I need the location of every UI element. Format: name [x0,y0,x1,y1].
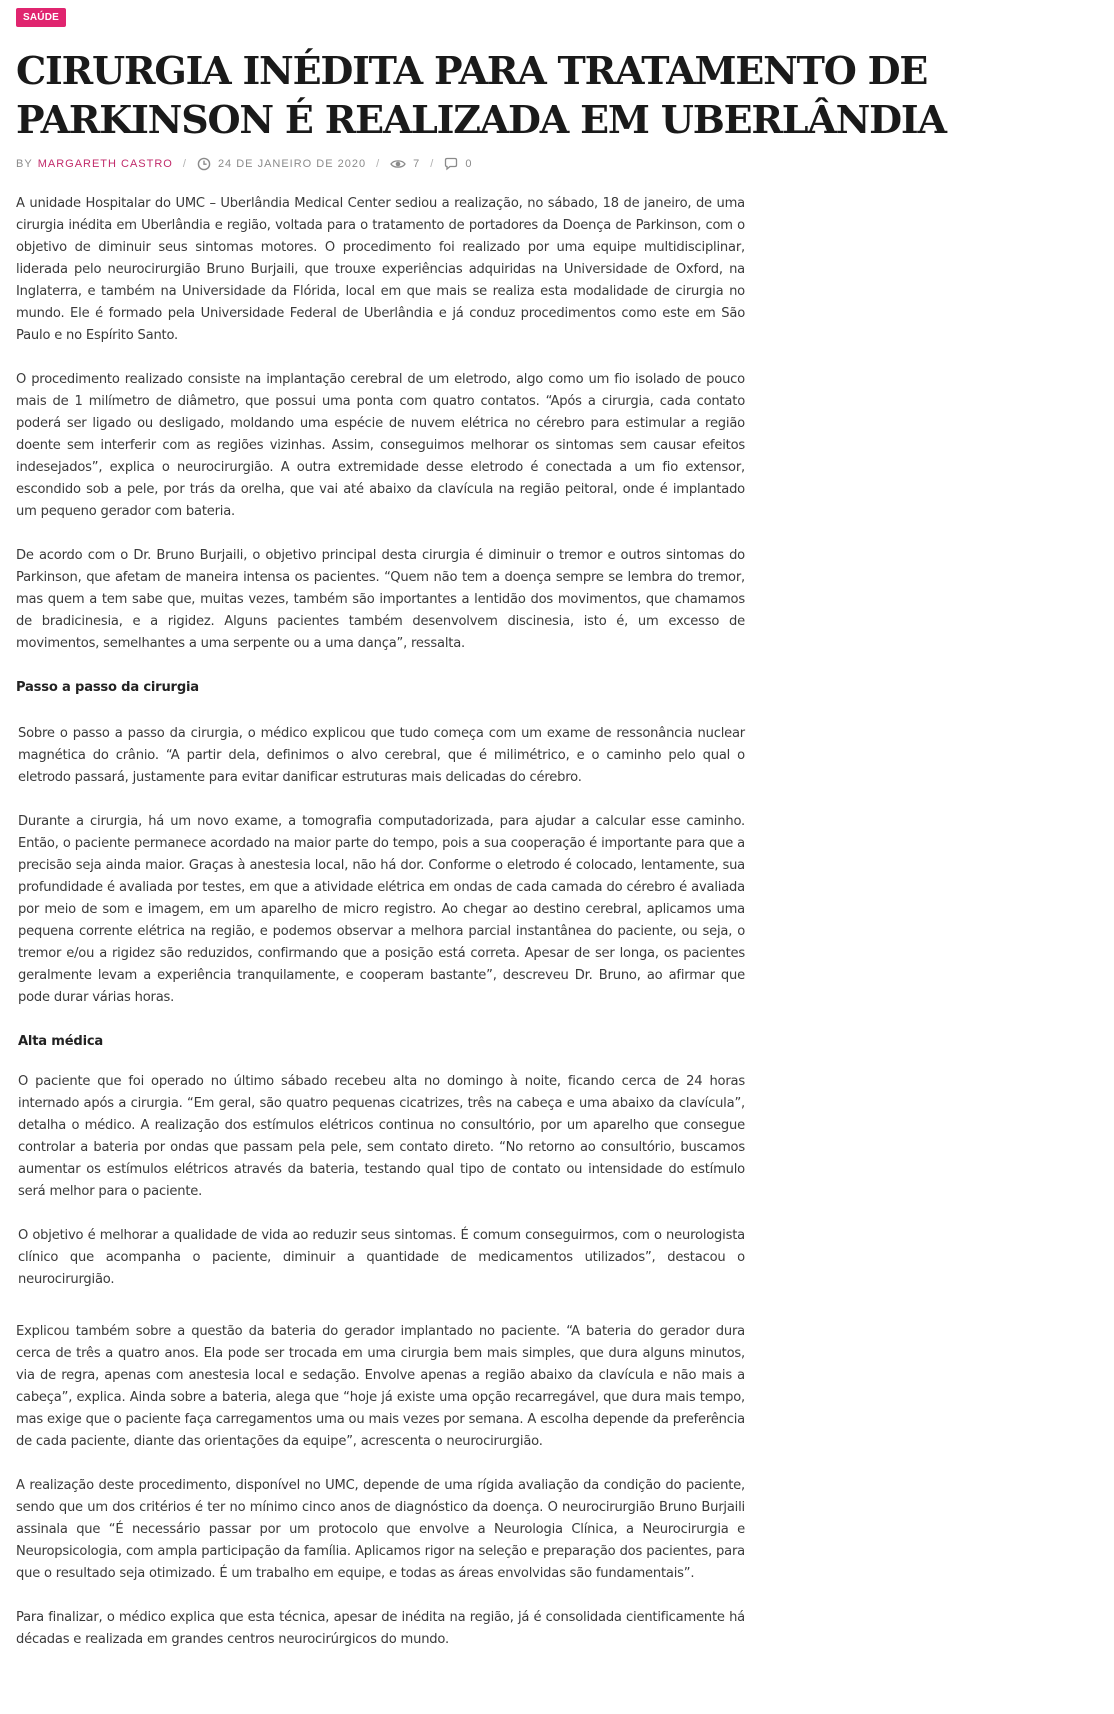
meta-separator: / [376,158,381,170]
article-title: CIRURGIA INÉDITA PARA TRATAMENTO DE PARKINSON É REALIZADA EM UBERLÂNDIA [16,48,946,142]
article-meta [16,157,472,171]
meta-separator: / [182,158,187,170]
paragraph: O procedimento realizado consiste na implantação cerebral de um eletrodo, algo como um fio isolado de pouco mais de 1 milímetro de diâmetro, que possui uma ponta com quatro contatos. “Após a cirurgia, cada contato poderá ser ligado ou desligado, moldando uma espécie de nuvem elétrica no cérebro para estimular a região doente sem interferir com as regiões vizinhas. Assim, conseguimos melhorar os sintomas sem causar efeitos indesejados”, explica o neurocirurgião. A outra extremidade desse eletrodo é conectada a um fio extensor, escondido sob a pele, por trás da orelha, que vai até abaixo da clavícula na região peitoral, onde é implantado um pequeno gerador com bateria. [16,372,745,519]
by-label: BY [16,158,33,170]
paragraph: Sobre o passo a passo da cirurgia, o médico explicou que tudo começa com um exame de ressonância nuclear magnética do crânio. “A partir dela, definimos o alvo cerebral, que é milimétrico, e o caminho pelo qual o eletrodo passará, justamente para evitar danificar estruturas mais delicadas do cérebro. [18,726,745,785]
paragraph: Para finalizar, o médico explica que esta técnica, apesar de inédita na região, já é consolidada cientificamente há décadas e realizada em grandes centros neurocirúrgicos do mundo. [16,1610,745,1647]
section-steps [16,723,745,1291]
clock-icon [197,157,211,171]
category-badge[interactable]: SAÚDE [16,8,66,27]
paragraph: Durante a cirurgia, há um novo exame, a tomografia computadorizada, para ajudar a calcular esse caminho. Então, o paciente permanece acordado na maior parte do tempo, pois a sua cooperação é importante para que a precisão seja ainda maior. Graças à anestesia local, não há dor. Conforme o eletrodo é colocado, lentamente, sua profundidade é avaliada por testes, em que a atividade elétrica em ondas de cada camada do cérebro é avaliada por meio de som e imagem, em um aparelho de micro registro. Ao chegar ao destino cerebral, aplicamos uma pequena corrente elétrica na região, e podemos observar a melhora parcial instantânea do paciente, ou seja, o tremor e/ou a rigidez são reduzidos, confirmando que a posição está correta. Apesar de ser longa, os pacientes geralmente levam a experiência tranquilamente, e cooperam bastante”, descreveu Dr. Bruno, ao afirmar que pode durar várias horas. [18,814,745,1005]
paragraph: A realização deste procedimento, disponível no UMC, depende de uma rígida avaliação da condição do paciente, sendo que um dos critérios é ter no mínimo cinco anos de diagnóstico da doença. O neurocirurgião Bruno Burjaili assinala que “É necessário passar por um protocolo que envolve a Neurologia Clínica, a Neurocirurgia e Neuropsicologia, com ampla participação da família. Aplicamos rigor na seleção e preparação dos pacientes, para que o resultado seja otimizado. É um trabalho em equipe, e todas as áreas envolvidas são fundamentais”. [16,1478,745,1581]
section-heading: Alta médica [18,1034,104,1049]
eye-icon [390,157,406,171]
author-link[interactable]: MARGARETH CASTRO [37,158,173,170]
paragraph: O paciente que foi operado no último sábado recebeu alta no domingo à noite, ficando cerca de 24 horas internado após a cirurgia. “Em geral, são quatro pequenas cicatrizes, três na cabeça e uma abaixo da clavícula”, detalha o médico. A realização dos estímulos elétricos continua no consultório, por um aparelho que consegue controlar a bateria por ondas que passam pela pele, sem contato direto. “No retorno ao consultório, buscamos aumentar os estímulos elétricos através da bateria, testando qual tipo de contato ou intensidade do estímulo será melhor para o paciente. [18,1074,745,1199]
paragraph: De acordo com o Dr. Bruno Burjaili, o objetivo principal desta cirurgia é diminuir o tremor e outros sintomas do Parkinson, que afetam de maneira intensa os pacientes. “Quem não tem a doença sempre se lembra do tremor, mas quem a tem sabe que, muitas vezes, também são importantes a lentidão dos movimentos, que chamamos de bradicinesia, e a rigidez. Alguns pacientes também desenvolvem discinesia, isto é, um excesso de movimentos, semelhantes a uma serpente ou a uma dança”, ressalta. [16,548,745,651]
paragraph: Explicou também sobre a questão da bateria do gerador implantado no paciente. “A bateria do gerador dura cerca de três a quatro anos. Ela pode ser trocada em uma cirurgia bem mais simples, que dura alguns minutos, via de regra, apenas com anestesia local e sedação. Envolve apenas a região abaixo da clavícula e não mais a cabeça”, explica. Ainda sobre a bateria, alega que “hoje já existe uma opção recarregável, que dura mais tempo, mas exige que o paciente faça carregamentos uma ou mais vezes por semana. A escolha depende da preferência de cada paciente, diante das orientações da equipe”, acrescenta o neurocirurgião. [16,1324,745,1449]
meta-separator: / [430,158,435,170]
paragraph: O objetivo é melhorar a qualidade de vida ao reduzir seus sintomas. É comum conseguirmos, com o neurologista clínico que acompanha o paciente, diminuir a quantidade de medicamentos utilizados”, destacou o neurocirurgião. [18,1228,745,1287]
comments-count[interactable]: 0 [465,158,473,170]
paragraph: A unidade Hospitalar do UMC – Uberlândia Medical Center sediou a realização, no sábado, 18 de janeiro, de uma cirurgia inédita em Uberlândia e região, voltada para o tratamento de portadores da Doença de Parkinson, com o objetivo de diminuir seus sintomas motores. O procedimento foi realizado por uma equipe multidisciplinar, liderada pelo neurocirurgião Bruno Burjaili, que trouxe experiências adquiridas na Universidade de Oxford, na Inglaterra, e também na Universidade da Flórida, local em que mais se realiza esta modalidade de cirurgia no mundo. Ele é formado pela Universidade Federal de Uberlândia e já conduz procedimentos como este em São Paulo e no Espírito Santo. [16,196,745,343]
comment-icon[interactable] [444,157,458,171]
views-count: 7 [413,158,421,170]
section-heading: Passo a passo da cirurgia [16,680,199,695]
post-date: 24 DE JANEIRO DE 2020 [217,158,367,170]
article-body [16,193,745,1673]
